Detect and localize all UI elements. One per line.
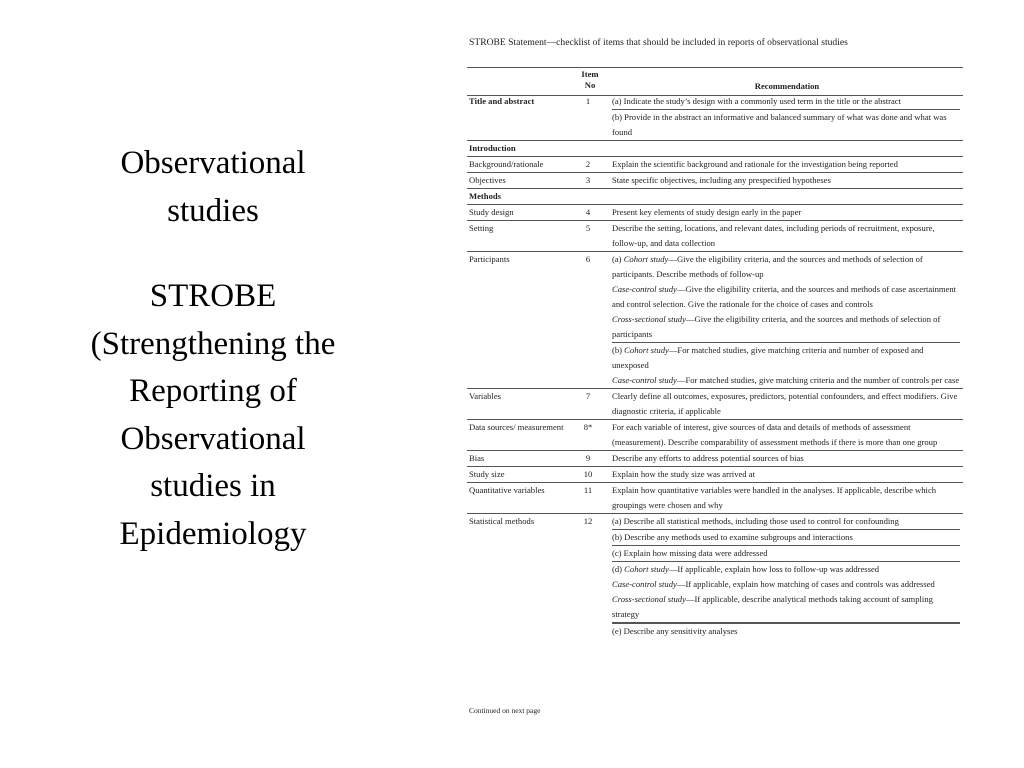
item-number-cell: 7: [585, 391, 591, 401]
recommendation-block: [612, 562, 960, 623]
recommendation-text: Case-control study—If applicable, explain how matching of cases and controls was addressed: [612, 579, 935, 589]
section-row: [467, 141, 963, 156]
table-row: [467, 483, 963, 514]
recommendation-text: Cross-sectional study—If applicable, describe analytical methods taking account of sampling strategy: [612, 594, 933, 619]
recommendation-text: (e) Describe any sensitivity analyses: [612, 623, 960, 639]
table-row: [467, 204, 963, 221]
recommendation-cell: Explain the scientific background and rationale for the investigation being reported: [612, 159, 898, 169]
recommendation-cell: Describe any efforts to address potential sources of bias: [612, 453, 804, 463]
table-row: [467, 420, 963, 451]
subtitle-line: Observational: [120, 420, 306, 457]
continued-note: Continued on next page: [469, 706, 541, 715]
item-number-cell: 4: [585, 207, 591, 217]
topic-cell: Participants: [469, 254, 510, 264]
topic-cell: Variables: [469, 391, 501, 401]
topic-cell: Setting: [469, 223, 494, 233]
item-number-cell: 6: [585, 254, 591, 264]
table-row: [467, 252, 963, 389]
table-row: [467, 467, 963, 483]
recommendation-cell: Describe the setting, locations, and relevant dates, including periods of recruitment, exposure, follow-up, and data collection: [612, 223, 935, 248]
topic-cell: Objectives: [469, 175, 506, 185]
table-row: [467, 451, 963, 467]
recommendation-text: (b) Describe any methods used to examine subgroups and interactions: [612, 530, 960, 546]
topic-cell: Background/rationale: [469, 159, 544, 169]
recommendation-cell: [612, 252, 960, 388]
strobe-checklist-document: [467, 0, 967, 768]
table-row: [467, 514, 963, 639]
topic-cell: Title and abstract: [469, 96, 535, 106]
item-number-cell: 1: [585, 96, 591, 106]
recommendation-cell: For each variable of interest, give sources of data and details of methods of assessment (measurement). Describe comparability of assessment methods if there is more than one group: [612, 422, 938, 447]
recommendation-text: (a) Describe all statistical methods, including those used to control for confounding: [612, 514, 960, 530]
recommendation-text: Cross-sectional study—Give the eligibility criteria, and the sources and methods of selection of participants: [612, 314, 941, 339]
item-number-cell: 8*: [583, 422, 593, 432]
table-row: [467, 94, 963, 141]
item-number-cell: 3: [585, 175, 591, 185]
title-line: Observational: [120, 145, 306, 181]
recommendation-text: (c) Explain how missing data were addressed: [612, 546, 960, 562]
topic-cell: Quantitative variables: [469, 485, 545, 495]
topic-cell: Statistical methods: [469, 516, 535, 526]
recommendation-cell: Explain how quantitative variables were handled in the analyses. If applicable, describe which groupings were chosen and why: [612, 485, 937, 510]
document-caption: STROBE Statement—checklist of items that should be included in reports of observational studies: [469, 37, 848, 48]
subtitle-line: Reporting of: [129, 373, 297, 409]
recommendation-header: Recommendation: [754, 81, 820, 91]
subtitle-line: Epidemiology: [119, 515, 307, 552]
recommendation-block: [612, 252, 960, 343]
recommendation-text: (b) Cohort study—For matched studies, give matching criteria and number of exposed and unexposed: [612, 345, 924, 370]
title-line: studies: [167, 192, 259, 229]
recommendation-cell: [612, 94, 960, 140]
table-row: [467, 156, 963, 173]
recommendation-text: Case-control study—Give the eligibility criteria, and the sources and methods of case ascertainment and control selection. Give the rationale for the choice of cases and controls: [612, 284, 957, 309]
table-row: [467, 221, 963, 252]
slide-title: [52, 140, 374, 558]
item-number-cell: 2: [585, 159, 591, 169]
item-number-cell: 11: [583, 485, 593, 495]
recommendation-cell: [612, 514, 960, 639]
recommendation-text: Case-control study—For matched studies, give matching criteria and the number of controls per case: [612, 375, 960, 385]
table-row: [467, 389, 963, 420]
subtitle-line: (Strengthening the: [90, 325, 336, 362]
item-number-cell: 10: [583, 469, 593, 479]
recommendation-text: (a) Cohort study—Give the eligibility criteria, and the sources and methods of selection of participants. Describe methods of follow-up: [612, 254, 923, 279]
topic-cell: Bias: [469, 453, 485, 463]
recommendation-text: (a) Indicate the study’s design with a commonly used term in the title or the abstract: [612, 94, 960, 110]
title-gap: [52, 235, 374, 273]
table-body: [467, 94, 963, 639]
item-number-header: Item No: [581, 69, 599, 90]
item-number-cell: 5: [585, 223, 591, 233]
recommendation-cell: Explain how the study size was arrived at: [612, 469, 755, 479]
subtitle-line: studies in: [150, 468, 276, 504]
section-title-methods: Methods: [469, 191, 501, 201]
recommendation-cell: State specific objectives, including any prespecified hypotheses: [612, 175, 831, 185]
section-title-introduction: Introduction: [469, 143, 516, 153]
table-header: [467, 67, 963, 96]
subtitle-line: STROBE: [149, 278, 277, 314]
topic-cell: Study size: [469, 469, 505, 479]
recommendation-block: [612, 343, 960, 388]
recommendation-text: (d) Cohort study—If applicable, explain how loss to follow-up was addressed: [612, 564, 880, 574]
topic-cell: Study design: [469, 207, 514, 217]
item-number-cell: 9: [585, 453, 591, 463]
topic-cell: Data sources/ measurement: [469, 422, 564, 432]
recommendation-cell: Present key elements of study design early in the paper: [612, 207, 802, 217]
recommendation-text: (b) Provide in the abstract an informative and balanced summary of what was done and what was found: [612, 112, 947, 137]
table-row: [467, 173, 963, 189]
item-number-cell: 12: [583, 516, 593, 526]
section-row: [467, 189, 963, 204]
recommendation-cell: Clearly define all outcomes, exposures, predictors, potential confounders, and effect modifiers. Give diagnostic criteria, if applicable: [612, 391, 958, 416]
